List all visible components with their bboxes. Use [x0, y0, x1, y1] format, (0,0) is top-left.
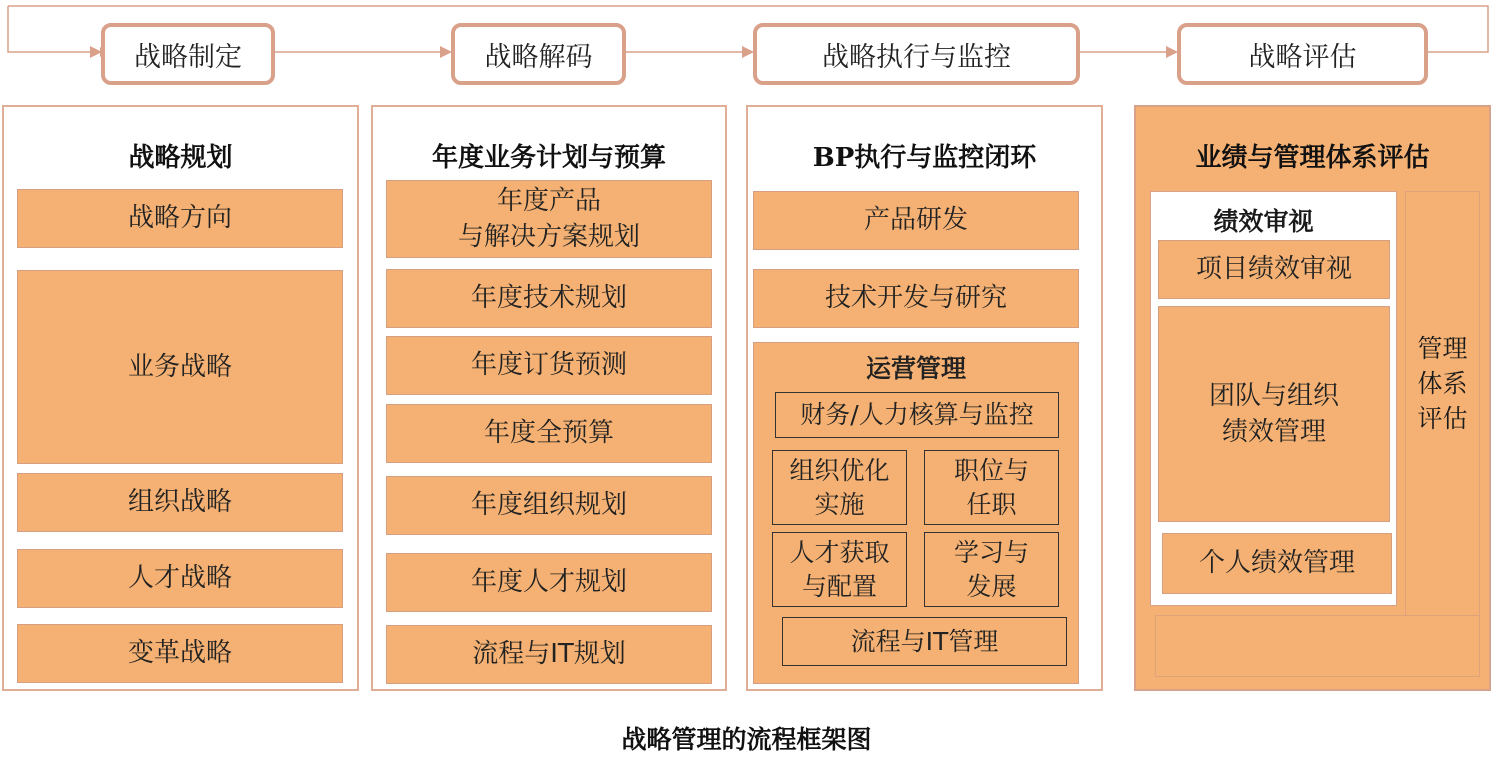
stage-strategy-formulation: 战略制定 — [101, 23, 275, 85]
operations-title: 运营管理 — [865, 354, 966, 383]
org-strategy-box: 组织战略 — [17, 473, 343, 532]
team-org-performance-box — [1158, 306, 1390, 522]
panel-title: 年度业务计划与预算 — [431, 143, 666, 173]
box-line: 实施 — [814, 489, 865, 519]
project-performance-box: 项目绩效审视 — [1158, 240, 1390, 299]
mgmt-system-column — [1405, 191, 1480, 616]
box-line: 人才获取 — [789, 537, 890, 567]
panel-title: BP执行与监控闭环 — [812, 143, 1037, 173]
annual-org-plan-box: 年度组织规划 — [386, 476, 712, 535]
figure-caption: 战略管理的流程框架图 — [621, 725, 872, 754]
performance-review-title: 绩效审视 — [1213, 207, 1314, 236]
annual-tech-plan-box: 年度技术规划 — [386, 269, 712, 328]
panel-title: 业绩与管理体系评估 — [1195, 143, 1430, 173]
box-line: 与配置 — [801, 571, 877, 601]
org-optimization-box — [772, 450, 907, 525]
box-line: 职位与 — [953, 455, 1029, 485]
finance-hr-monitor-box: 财务/人力核算与监控 — [775, 392, 1059, 438]
box-line: 团队与组织 — [1208, 380, 1339, 411]
mgmt-line: 管理 — [1417, 334, 1468, 363]
annual-talent-plan-box: 年度人才规划 — [386, 553, 712, 612]
talent-strategy-box: 人才战略 — [17, 549, 343, 608]
box-line: 发展 — [966, 571, 1017, 601]
tech-development-box: 技术开发与研究 — [753, 269, 1079, 328]
box-line: 绩效管理 — [1221, 417, 1326, 447]
stage-strategy-evaluation: 战略评估 — [1177, 23, 1428, 85]
process-it-management-box: 流程与IT管理 — [782, 617, 1067, 666]
mgmt-system-base — [1155, 615, 1480, 677]
annual-product-plan-box — [386, 180, 712, 258]
annual-budget-box: 年度全预算 — [386, 404, 712, 463]
business-strategy-box: 业务战略 — [17, 270, 343, 464]
mgmt-line: 评估 — [1417, 404, 1468, 433]
box-line: 组织优化 — [789, 455, 890, 485]
stage-strategy-execution: 战略执行与监控 — [753, 23, 1080, 85]
box-line: 年度产品 — [496, 185, 601, 216]
talent-acquisition-box — [772, 532, 907, 607]
box-line: 任职 — [966, 489, 1017, 519]
box-line: 与解决方案规划 — [457, 222, 640, 252]
panel-title: 战略规划 — [128, 143, 233, 173]
personal-performance-box: 个人绩效管理 — [1162, 533, 1392, 594]
post-qualification-box — [924, 450, 1059, 525]
product-rd-box: 产品研发 — [753, 191, 1079, 250]
process-it-plan-box: 流程与IT规划 — [386, 625, 712, 684]
box-line: 学习与 — [953, 537, 1029, 567]
change-strategy-box: 变革战略 — [17, 624, 343, 683]
stage-strategy-decoding: 战略解码 — [451, 23, 626, 85]
annual-order-forecast-box: 年度订货预测 — [386, 336, 712, 395]
mgmt-line: 体系 — [1417, 369, 1468, 398]
learning-development-box — [924, 532, 1059, 607]
strategy-direction-box: 战略方向 — [17, 189, 343, 248]
